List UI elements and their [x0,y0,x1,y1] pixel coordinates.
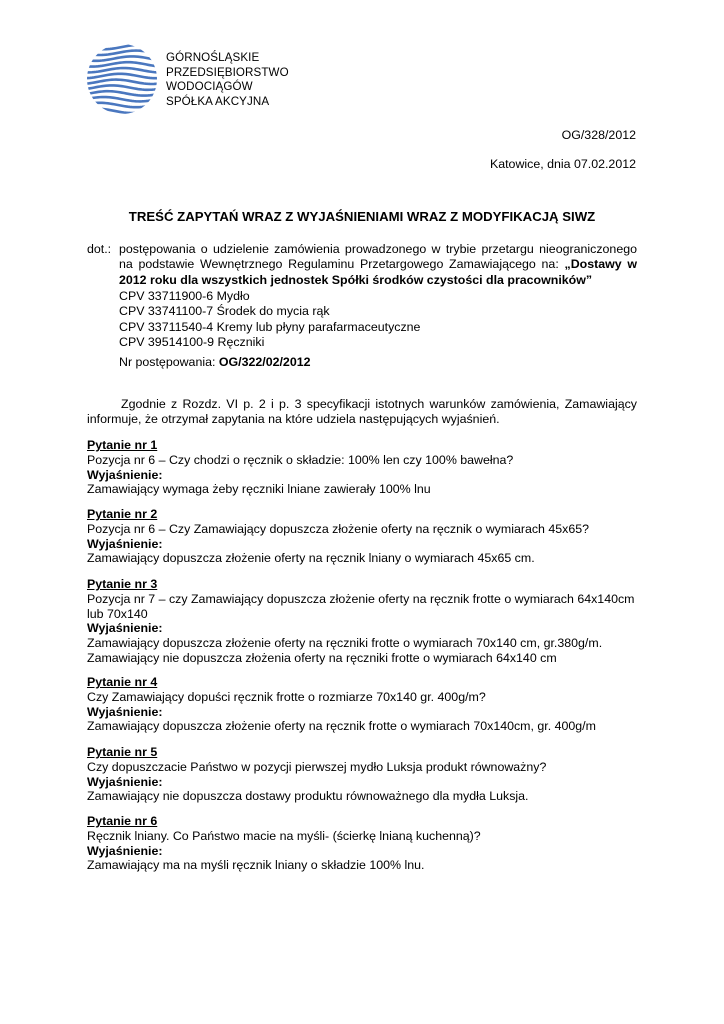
explanation-label: Wyjaśnienie: [87,843,163,858]
date-line: Katowice, dnia 07.02.2012 [489,157,636,171]
explanation-label: Wyjaśnienie: [87,467,163,482]
answer-text: Zamawiający nie dopuszcza dostawy produktu równoważnego dla mydła Luksja. [87,789,529,804]
cpv-item: CPV 33741100-7 Środek do mycia rąk [119,304,330,319]
question-block-6 [87,814,639,873]
cpv-item: CPV 33711900-6 Mydło [119,289,250,303]
explanation-label: Wyjaśnienie: [87,704,163,719]
question-text: Ręcznik lniany. Co Państwo macie na myśli- (ścierkę lnianą kuchenną)? [87,828,481,843]
logo-wave-line [86,109,158,113]
cpv-list [119,289,420,351]
question-text: Czy dopuszczacie Państwo w pozycji pierwszej mydło Luksja produkt równoważny? [87,759,547,774]
question-heading: Pytanie nr 5 [87,745,158,759]
logo-wave-line [86,45,158,49]
question-block-3 [87,577,639,666]
logo-wave-line [86,103,158,107]
logo-wave-line [86,56,158,60]
explanation-label: Wyjaśnienie: [87,621,163,636]
explanation-label: Wyjaśnienie: [87,774,163,789]
question-heading: Pytanie nr 1 [87,438,158,452]
company-logo [86,42,158,116]
answer-text: Zamawiający dopuszcza złożenie oferty na ręczniki frotte o wymiarach 70x140 cm, gr.380g/m. [87,636,603,651]
question-text: Pozycja nr 6 – Czy chodzi o ręcznik o składzie: 100% len czy 100% bawełna? [87,452,514,467]
logo-wave-line [86,85,158,89]
dot-subject: „Dostawy w 2012 roku dla wszystkich jednostek Spółki środków czystości dla pracowników” [119,257,638,287]
question-block-4 [87,675,639,734]
reference-number: OG/328/2012 [561,128,636,142]
logo-wave-line [86,91,158,95]
dot-description [119,242,637,288]
answer-text: Zamawiający nie dopuszcza złożenia oferty na ręczniki frotte o wymiarach 64x140 cm [87,650,557,665]
dot-label: dot.: [87,242,112,256]
answer-text: Zamawiający dopuszcza złożenie oferty na ręcznik frotte o wymiarach 70x140cm, gr. 400g/m [87,719,596,734]
company-name [166,51,289,109]
cpv-item: CPV 33711540-4 Kremy lub płyny parafarmaceutyczne [119,319,421,334]
company-name-line: WODOCIĄGÓW [166,80,253,94]
logo-wave-line [86,97,158,101]
question-text: Pozycja nr 7 – czy Zamawiający dopuszcza złożenie oferty na ręcznik frotte o wymiarach 64x140cm lub 70x140 [87,591,635,621]
dot-text: postępowania o udzielenie zamówienia prowadzonego w trybie przetargu nieograniczonego na podstawie Wewnętrznego Regulaminu Przetargowego Zamawiającego na: [119,242,637,272]
question-block-1 [87,438,639,497]
logo-wave-line [86,74,158,78]
logo-wave-line [86,51,158,55]
proceeding-label: Nr postępowania: [119,355,219,369]
answer-text: Zamawiający wymaga żeby ręczniki lniane zawierały 100% lnu [87,482,431,497]
answer-text: Zamawiający ma na myśli ręcznik lniany o składzie 100% lnu. [87,858,425,873]
intro-text: Zgodnie z Rozdz. VI p. 2 i p. 3 specyfikacji istotnych warunków zamówienia, Zamawiający informuje, że otrzymał zapytania na które udziela następujących wyjaśnień. [87,397,637,427]
cpv-item: CPV 39514100-9 Ręczniki [119,335,265,350]
question-heading: Pytanie nr 4 [87,675,158,689]
proceeding-number [119,355,311,369]
document-title: TREŚĆ ZAPYTAŃ WRAZ Z WYJAŚNIENIAMI WRAZ Z MODYFIKACJĄ SIWZ [128,209,596,224]
logo-wave-line [86,68,158,72]
company-name-line: SPÓŁKA AKCYJNA [166,94,270,108]
explanation-label: Wyjaśnienie: [87,536,163,551]
question-block-2 [87,507,639,566]
company-name-line: PRZEDSIĘBIORSTWO [166,65,289,79]
question-text: Pozycja nr 6 – Czy Zamawiający dopuszcza złożenie oferty na ręcznik o wymiarach 45x65? [87,521,590,536]
question-heading: Pytanie nr 2 [87,507,158,521]
question-block-5 [87,745,639,804]
question-heading: Pytanie nr 6 [87,814,158,828]
question-heading: Pytanie nr 3 [87,577,158,591]
company-name-line: GÓRNOŚLĄSKIE [166,51,260,64]
intro-paragraph [87,397,637,428]
answer-text: Zamawiający dopuszcza złożenie oferty na ręcznik lniany o wymiarach 45x65 cm. [87,551,535,566]
logo-wave-line [86,80,158,84]
logo-wave-line [86,62,158,66]
proceeding-value: OG/322/02/2012 [218,355,311,369]
question-text: Czy Zamawiający dopuści ręcznik frotte o rozmiarze 70x140 gr. 400g/m? [87,689,486,704]
